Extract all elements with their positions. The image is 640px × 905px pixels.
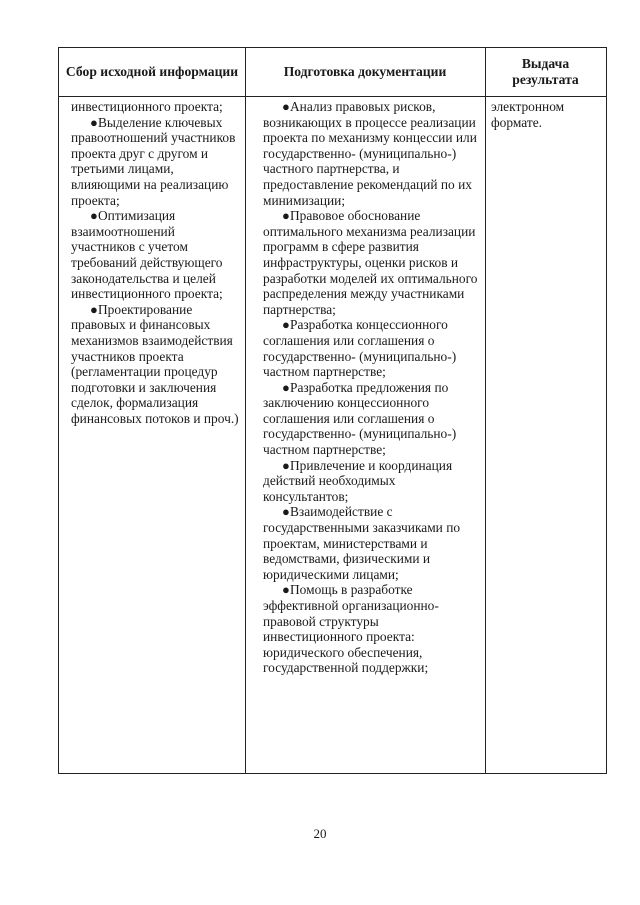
continuation-text: электронном формате. [491,99,565,130]
bullet-icon: ● [282,379,290,395]
bullet-icon: ● [282,457,290,473]
column-result [491,99,603,130]
header-collection: Сбор исходной информации [65,64,239,79]
list-item: ● Проектирование правовых и финансовых механизмов взаимодействия участников проекта (регламентации процедур подготовки и заключения сделок, формализация финансовых потоков и проч.) [71,302,241,427]
list-item: ● Разработка концессионного соглашения или соглашения о государственно- (муниципально-) частном партнерстве; [263,317,479,379]
column-divider [245,48,246,773]
list-item: ● Правовое обоснование оптимального механизма реализации программ в сфере развития инфраструктуры, оценки рисков и разработки моделей их оптимального распределения между участниками партнерства; [263,208,479,317]
bullet-icon: ● [90,114,98,130]
column-documentation [263,99,479,676]
bullet-icon: ● [90,301,98,317]
bullet-icon: ● [282,208,290,224]
list-item: ● Выделение ключевых правоотношений участников проекта друг с другом и третьими лицами, влияющими на реализацию проекта; [71,115,241,209]
list-item: ● Анализ правовых рисков, возникающих в процессе реализации проекта по механизму концессии или государственно- (муниципально-) частного партнерства, и предоставление рекомендаций по их минимизации; [263,99,479,208]
page-number: 20 [313,826,327,841]
list-item: ● Оптимизация взаимоотношений участников с учетом требований действующего законодательства и целей инвестиционного проекта; [71,208,241,302]
header-documentation: Подготовка документации [283,64,447,79]
bullet-icon: ● [282,99,290,114]
column-collection [71,99,241,426]
continuation-text: инвестиционного проекта; [71,99,223,114]
header-result: Выдача результата [512,56,579,87]
list-item: ● Разработка предложения по заключению концессионного соглашения или соглашения о государственно- (муниципально-) частном партнерстве; [263,380,479,458]
list-item: ● Взаимодействие с государственными заказчиками по проектам, министерствами и ведомствами, физическими и юридическими лицами; [263,504,479,582]
bullet-icon: ● [282,317,290,333]
column-divider [485,48,486,773]
header-divider [59,96,606,97]
bullet-icon: ● [90,208,98,224]
list-item: ● Помощь в разработке эффективной организационно-правовой структуры инвестиционного проекта: юридического обеспечения, государственной поддержки; [263,582,479,676]
list-item: ● Привлечение и координация действий необходимых консультантов; [263,458,479,505]
bullet-icon: ● [282,582,290,598]
bullet-icon: ● [282,504,290,520]
document-table [58,47,607,774]
